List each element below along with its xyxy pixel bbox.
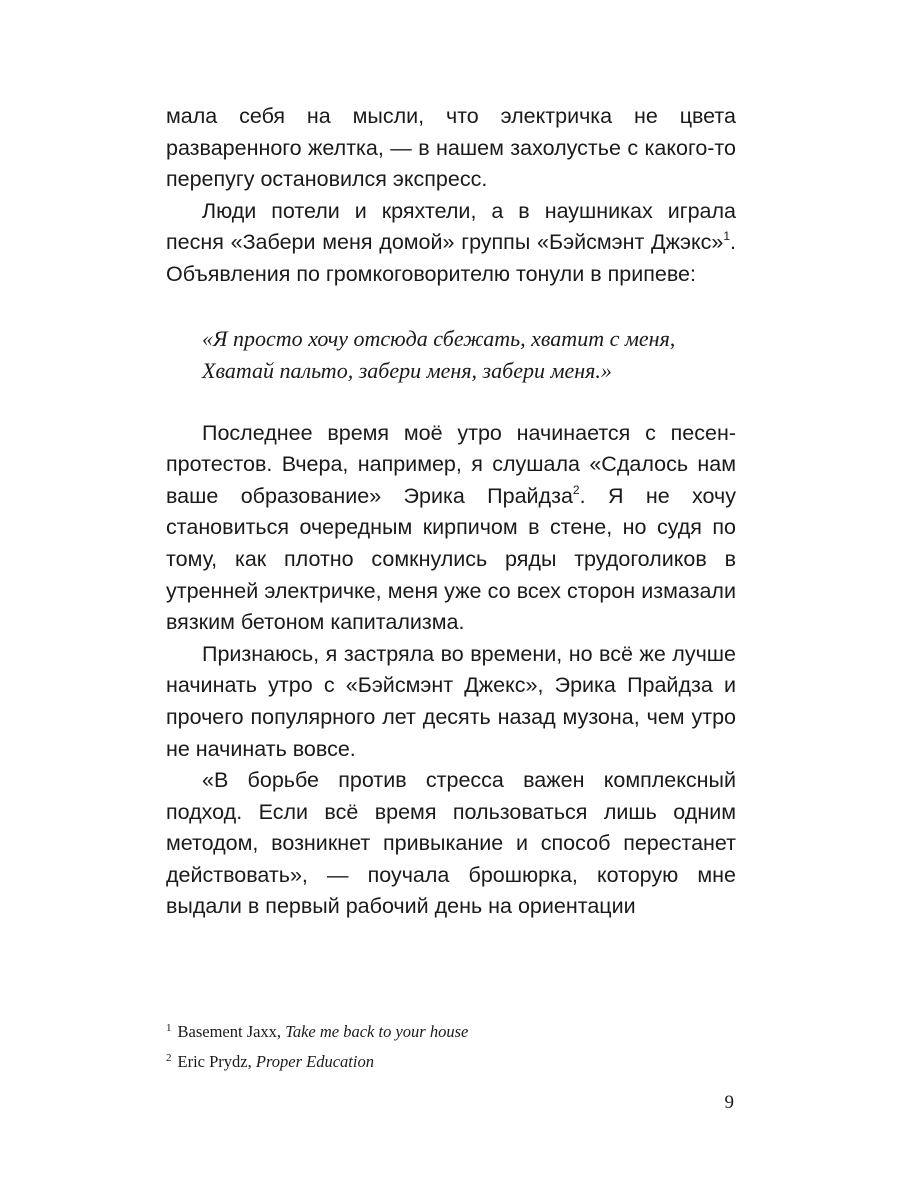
paragraph-2-text: Люди потели и кряхтели, а в наушниках играла песня «Забери меня домой» группы «Бэйсмэнт Джэкс» bbox=[166, 198, 736, 255]
footnote-ref-1: 1 bbox=[723, 229, 731, 244]
page-number: 9 bbox=[724, 1092, 734, 1113]
song-quote bbox=[202, 323, 736, 387]
paragraph-5: «В борьбе против стресса важен комплексный подход. Если всё время пользоваться лишь одним методом, возникнет привыкание и способ перестанет действовать», — поучала брошюрка, которую мне выдали в первый рабочий день на ориентации bbox=[166, 768, 736, 919]
footnotes bbox=[166, 1015, 736, 1075]
paragraph-3 bbox=[166, 418, 736, 639]
footnote-1-number: 1 bbox=[166, 1022, 172, 1034]
paragraph-1: мала себя на мысли, что электричка не цвета разваренного желтка, — в нашем захолустье с какого-то перепугу остановился экспресс. bbox=[166, 104, 736, 192]
footnote-2-author: Eric Prydz, bbox=[177, 1052, 256, 1071]
paragraph-3-text: Последнее время моё утро начинается с песен-протестов. Вчера, например, я слушала «Сдалось нам ваше образование» Эрика Прайдза bbox=[166, 420, 736, 508]
footnote-2-number: 2 bbox=[166, 1052, 172, 1064]
paragraph-4: Признаюсь, я застряла во времени, но всё же лучше начинать утро с «Бэйсмэнт Джекс», Эрика Прайдза и прочего популярного лет десять назад музона, чем утро не начинать вовсе. bbox=[166, 641, 736, 761]
song-quote-line-2: Хватай пальто, забери меня, забери меня.» bbox=[202, 357, 612, 383]
footnote-2 bbox=[166, 1045, 736, 1075]
paragraph-2 bbox=[166, 196, 736, 291]
footnote-1 bbox=[166, 1015, 736, 1045]
footnote-ref-2: 2 bbox=[572, 482, 580, 497]
footnote-1-author: Basement Jaxx, bbox=[177, 1022, 286, 1041]
paragraph-2-text-cont: . Объявления по громкоговорителю тонули в припеве: bbox=[166, 230, 736, 286]
song-quote-line-1: «Я просто хочу отсюда сбежать, хватит с меня, bbox=[202, 325, 676, 351]
footnote-2-title: Proper Education bbox=[255, 1052, 374, 1071]
body-text bbox=[166, 101, 736, 923]
paragraph-3-text-cont: . Я не хочу становиться очередным кирпичом в стене, но судя по тому, как плотно сомкнулись ряды трудоголиков в утренней электричке, меня уже со всех сторон измазали вязким бетоном капитализма. bbox=[166, 483, 736, 635]
footnote-1-title: Take me back to your house bbox=[285, 1022, 469, 1041]
